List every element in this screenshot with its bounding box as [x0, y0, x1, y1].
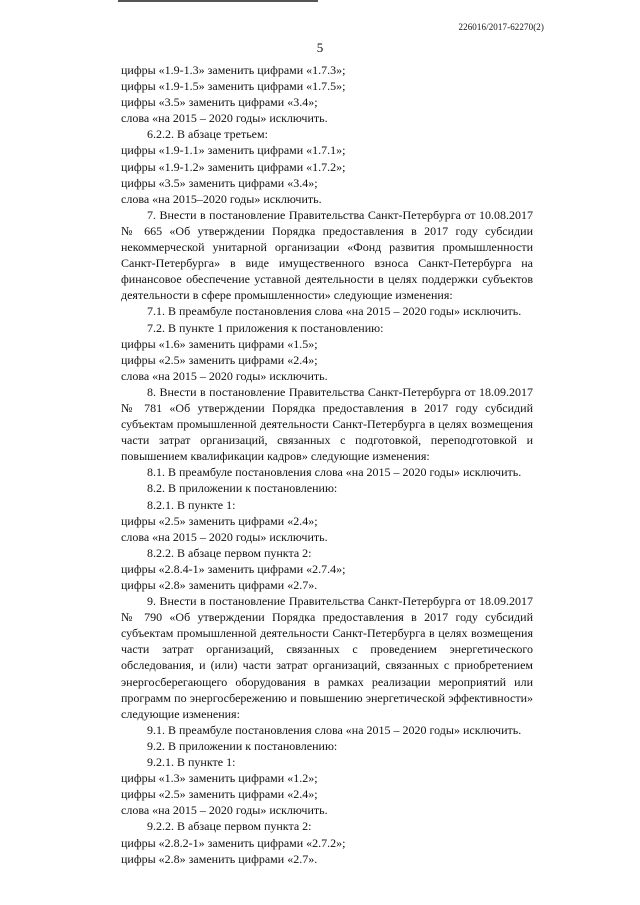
text-line: цифры «1.9-1.3» заменить цифрами «1.7.3»;: [121, 63, 346, 77]
subsection-heading: 7.2. В пункте 1 приложения к постановлению:: [147, 320, 384, 335]
text-line: цифры «2.8» заменить цифрами «2.7».: [121, 578, 318, 592]
text-line: цифры «2.8.4-1» заменить цифрами «2.7.4»;: [121, 561, 346, 576]
text-line: слова «на 2015–2020 годы» исключить.: [121, 191, 322, 206]
subsection-heading: 8.2. В приложении к постановлению:: [147, 481, 338, 496]
subsection-heading: 8.2.1. В пункте 1:: [147, 497, 236, 512]
text-line: цифры «3.5» заменить цифрами «3.4»;: [121, 175, 318, 190]
text-line: слова «на 2015 – 2020 годы» исключить.: [121, 111, 328, 126]
text-line: цифры «1.9-1.1» заменить цифрами «1.7.1»;: [121, 143, 346, 158]
subsection-heading: 6.2.2. В абзаце третьем:: [147, 127, 268, 142]
text-line: цифры «1.9-1.5» заменить цифрами «1.7.5»;: [121, 79, 346, 94]
top-rule: [118, 0, 318, 2]
text-line: цифры «2.5» заменить цифрами «2.4»;: [121, 513, 318, 528]
text-line: цифры «1.3» заменить цифрами «1.2»;: [121, 771, 318, 786]
text-line: цифры «1.6» заменить цифрами «1.5»;: [121, 336, 318, 351]
paragraph-8: 8. Внести в постановление Правительства Санкт-Петербурга от 18.09.2017 № 781 «Об утверждении Порядка предоставления в 2017 году субсидий субъектам промышленной деятельности Санкт-Петербурга в целях возмещения части затрат организаций, связанных с подготовкой, переподготовкой и повышением квалификации кадров» следующие изменения:: [121, 384, 533, 464]
subsection-heading: 9.2.1. В пункте 1:: [147, 755, 236, 770]
text-line: цифры «3.5» заменить цифрами «3.4»;: [121, 95, 318, 110]
text-line: слова «на 2015 – 2020 годы» исключить.: [121, 368, 328, 383]
document-id: 226016/2017-62270(2): [458, 22, 544, 32]
subsection-heading: 7.1. В преамбуле постановления слова «на 2015 – 2020 годы» исключить.: [147, 304, 522, 319]
text-line: слова «на 2015 – 2020 годы» исключить.: [121, 803, 328, 818]
subsection-heading: 9.2.2. В абзаце первом пункта 2:: [147, 819, 312, 834]
text-line: слова «на 2015 – 2020 годы» исключить.: [121, 529, 328, 544]
subsection-heading: 8.1. В преамбуле постановления слова «на 2015 – 2020 годы» исключить.: [147, 465, 522, 480]
subsection-heading: 8.2.2. В абзаце первом пункта 2:: [147, 545, 312, 560]
text-line: цифры «2.8» заменить цифрами «2.7».: [121, 851, 318, 866]
page-number: 5: [316, 40, 324, 55]
subsection-heading: 9.1. В преамбуле постановления слова «на 2015 – 2020 годы» исключить.: [147, 722, 522, 737]
subsection-heading: 9.2. В приложении к постановлению:: [147, 738, 338, 753]
paragraph-7: 7. Внести в постановление Правительства Санкт-Петербурга от 10.08.2017 № 665 «Об утверждении Порядка предоставления в 2017 году субсидии некоммерческой унитарной организации «Фонд развития промышленности Санкт-Петербурга» в виде имущественного взноса Санкт-Петербурга на финансовое обеспечение уставной деятельности в целях поддержки субъектов деятельности в сфере промышленности» следующие изменения:: [121, 207, 533, 303]
text-line: цифры «2.8.2-1» заменить цифрами «2.7.2»;: [121, 835, 346, 850]
document-body: [121, 62, 533, 867]
text-line: цифры «2.5» заменить цифрами «2.4»;: [121, 352, 318, 367]
paragraph-9: 9. Внести в постановление Правительства Санкт-Петербурга от 18.09.2017 № 790 «Об утверждении Порядка предоставления в 2017 году субсидий субъектам промышленной деятельности Санкт-Петербурга в целях возмещения части затрат организаций, связанных с проведением энергетического обследования, и (или) части затрат организаций, связанных с приобретением энергосберегающего оборудования в рамках реализации мероприятий или программ по энергосбережению и повышению энергетической эффективности» следующие изменения:: [121, 594, 533, 721]
text-line: цифры «2.5» заменить цифрами «2.4»;: [121, 787, 318, 802]
text-line: цифры «1.9-1.2» заменить цифрами «1.7.2»;: [121, 159, 346, 174]
